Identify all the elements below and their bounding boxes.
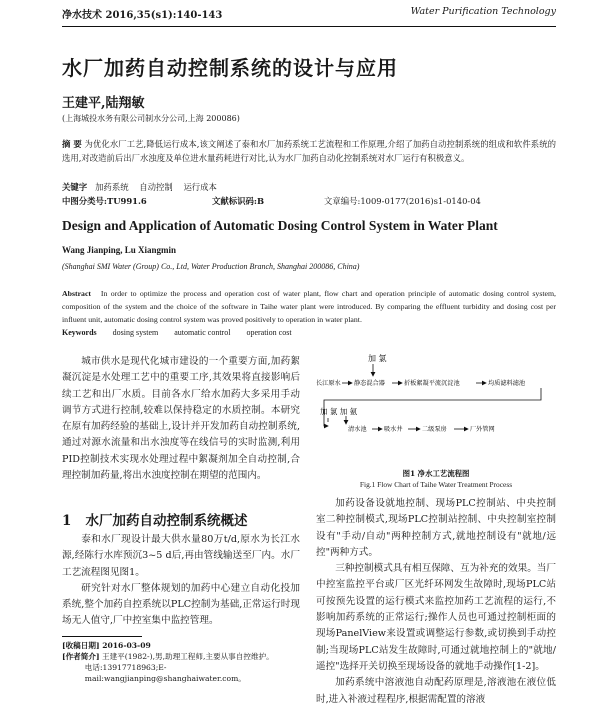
dosing-label-top: 加 氯 [368,354,387,363]
document-code: 文献标识码:B [212,196,265,206]
node-clear-well: 清水池 [348,426,367,433]
keyword-zh-3: 运行成本 [183,182,217,192]
node-static-mixer: 静态混合器 [354,380,385,387]
node-pump-house: 二级泵房 [422,426,447,433]
footnote-rule [62,636,142,637]
section-heading [62,509,248,529]
header-rule [62,26,556,27]
article-title-zh: 水厂加药自动控制系统的设计与应用 [62,56,398,80]
node-raw-water: 长江原水 [316,380,341,387]
keywords-zh [62,181,217,193]
journal-name-en: Water Purification Technology [410,6,556,17]
journal-citation: 净水技术 2016,35(s1):140-143 [62,10,223,21]
clc-number: 中图分类号:TU991.6 [62,196,147,206]
abstract-zh-text: 为优化水厂工艺,降低运行成本,该文阐述了泰和水厂加药系统工艺流程和工作原理,介绍了加药自动控制系统的组成和软件系统的选用,对改造前后出厂水浊度及单位进水量药耗进行对比,认为水厂加药自动化控制系统对水厂运行有积极意义。 [62,139,557,163]
abstract-zh [62,137,556,165]
keyword-en-3: operation cost [246,328,292,337]
intro-paragraph: 城市供水是现代化城市建设的一个重要方面,加药絮凝沉淀是水处理工艺中的重要工序,其效果将直接影响后续工艺和出厂水质。目前各水厂给水加药大多采用手动调节方式进行控制,较难以保持稳定的水质控制。本研究在原有加药经验的基础上,设计并开发加药自动控制系统,通过对源水流量和出水浊度等在线信号的实时监测,利用PID控制技术实现水处理过程中絮凝剂加全自动控制,合理控制加药量,将出水浊度控制在期望的范围内。 [62,356,300,482]
section-paragraph-2: 研究针对水厂整体规划的加药中心建立自动化投加系统,整个加药自控系统以PLC控制为基础,正常运行时现场无人值守,厂中控室集中监控管理。 [62,582,300,627]
abstract-en-text: In order to optimize the process and operation cost of water plant, flow chart and operation principle of automatic dosing control system, composition of the system and the choice of the software in Taihe water plant were introduced. By comparing the effluent turbidity and dosing cost per influent unit, automatic dosing control system was proved positively to operation in water plant. [62,289,556,324]
affiliation-en: (Shanghai SMI Water (Group) Co., Ltd, Water Production Branch, Shanghai 200086, China) [62,262,360,271]
running-header [62,6,556,22]
section-body [62,532,300,630]
footnote [62,640,300,684]
right-paragraph-2: 三种控制模式具有相互保障、互为补充的效果。当厂中控室监控平台或厂区光纤环网发生故障时,现场PLC站可按预先设置的运行模式来监控加药工艺流程的运行,不影响加药系统的正常运行;操作人员也可通过控制柜面的现场PanelView来设置或调整运行参数,或切换到手动控制;当现场PLC站发生故障时,可通过就地控制上的"就地/遥控"选择开关切换至现场设备的就地手动操作[1-2]。 [316,563,556,672]
node-filter: 均质滤料滤池 [488,380,526,387]
abstract-en-label: Abstract [62,289,92,298]
right-paragraph-3: 加药系统中溶液池自动配药原理是,溶液池在液位低时,进入补液过程程序,根据需配置的溶液 [316,677,556,705]
section-title: 水厂加药自动控制系统概述 [85,513,248,529]
keyword-zh-1: 加药系统 [95,182,129,192]
keywords-en-label: Keywords [62,328,97,337]
caption-zh: 图1 净水工艺流程图 [402,469,470,478]
abstract-zh-label: 摘 要 [62,139,82,149]
keywords-zh-label: 关键字 [62,182,88,192]
keywords-en [62,328,292,337]
section-number: 1 [62,513,72,529]
process-flow-figure [316,352,556,470]
keyword-en-1: dosing system [112,328,159,337]
author-contact: 电话:13917718963;E-mail:wangjianping@shanghaiwater.com。 [84,663,246,683]
author-bio-label: [作者简介] [62,652,100,661]
node-network: 厂外管网 [470,426,495,433]
authors-zh: 王建平,陆翔敏 [62,96,145,111]
figure-caption [316,468,556,490]
node-sedimentation: 折板絮凝平流沉淀池 [404,380,460,387]
dosing-label-mid: 加 氯 加 氨 [320,407,358,416]
right-column [316,496,556,708]
section-paragraph-1: 泰和水厂现设计最大供水量80万t/d,原水为长江水源,经陈行水库预沉3~5 d后,再由管线输送至厂内。水厂工艺流程图见图1。 [62,534,300,578]
abstract-en [62,287,556,326]
authors-en: Wang Jianping, Lu Xiangmin [62,245,177,255]
right-paragraph-1: 加药设备设就地控制、现场PLC控制站、中央控制室二种控制模式,现场PLC控制站控制、中央控制室控制设有"手动/自动"两种控制方式,就地控制设有"就地/远控"两种方式。 [316,498,556,558]
received-date: [收稿日期] 2016-03-09 [62,641,151,650]
article-title-en: Design and Application of Automatic Dosing Control System in Water Plant [62,218,498,233]
node-suction-well: 吸水井 [384,426,403,433]
affiliation-zh: (上海城投水务有限公司制水分公司,上海 200086) [62,114,240,123]
author-bio: 王建平(1982-),男,助理工程师,主要从事自控维护。 [101,652,274,661]
keyword-en-2: automatic control [174,328,231,337]
intro-column [62,354,300,484]
article-number: 文章编号:1009-0177(2016)s1-0140-04 [324,196,481,206]
keyword-zh-2: 自动控制 [139,182,173,192]
caption-en: Fig.1 Flow Chart of Taihe Water Treatment Process [359,480,513,489]
flow-diagram [316,352,556,470]
